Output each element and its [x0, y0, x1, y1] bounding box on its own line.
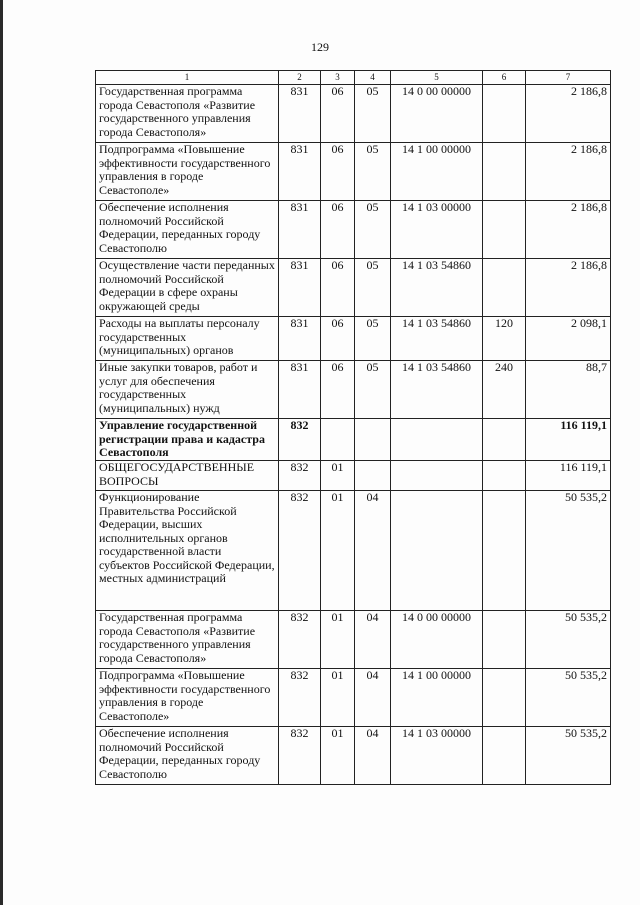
cell-amount: 88,7	[526, 361, 611, 419]
cell-code-5	[391, 491, 483, 611]
table-header-row	[96, 71, 611, 85]
cell-code-5: 14 0 00 00000	[391, 85, 483, 143]
cell-code-6	[483, 201, 526, 259]
cell-code-3: 06	[321, 317, 355, 361]
table-row	[96, 669, 611, 727]
cell-code-4: 05	[355, 201, 391, 259]
header-cell-1: 1	[96, 71, 279, 85]
header-cell-3: 3	[321, 71, 355, 85]
cell-item-name: Управление государственной регистрации права и кадастра Севастополя	[96, 419, 279, 461]
cell-code-6	[483, 727, 526, 785]
cell-code-4: 04	[355, 611, 391, 669]
cell-code-4: 05	[355, 143, 391, 201]
cell-code-2: 832	[279, 461, 321, 491]
cell-code-6	[483, 461, 526, 491]
table-row	[96, 419, 611, 461]
header-cell-2: 2	[279, 71, 321, 85]
cell-amount: 2 186,8	[526, 201, 611, 259]
cell-amount: 50 535,2	[526, 727, 611, 785]
table-row	[96, 85, 611, 143]
cell-code-2: 831	[279, 317, 321, 361]
table-row	[96, 491, 611, 611]
cell-code-6	[483, 143, 526, 201]
page-number: 129	[311, 40, 329, 54]
cell-amount: 116 119,1	[526, 461, 611, 491]
table-row	[96, 361, 611, 419]
cell-code-4: 05	[355, 85, 391, 143]
cell-code-5: 14 1 03 54860	[391, 317, 483, 361]
cell-item-name: Осуществление части переданных полномочий Российской Федерации в сфере охраны окружающей среды	[96, 259, 279, 317]
table-row	[96, 143, 611, 201]
cell-code-6: 240	[483, 361, 526, 419]
cell-code-2: 832	[279, 491, 321, 611]
table-row	[96, 727, 611, 785]
cell-amount: 50 535,2	[526, 669, 611, 727]
cell-code-2: 831	[279, 85, 321, 143]
cell-amount: 116 119,1	[526, 419, 611, 461]
cell-code-4	[355, 461, 391, 491]
table-row	[96, 611, 611, 669]
cell-code-4	[355, 419, 391, 461]
cell-code-3: 06	[321, 201, 355, 259]
header-cell-4: 4	[355, 71, 391, 85]
cell-code-3: 06	[321, 361, 355, 419]
cell-code-6	[483, 611, 526, 669]
cell-code-3: 06	[321, 85, 355, 143]
cell-code-6	[483, 85, 526, 143]
cell-code-3: 01	[321, 727, 355, 785]
table-row	[96, 201, 611, 259]
cell-item-name: Государственная программа города Севастополя «Развитие государственного управления города Севастополя»	[96, 611, 279, 669]
cell-amount: 2 186,8	[526, 85, 611, 143]
cell-amount: 50 535,2	[526, 611, 611, 669]
cell-code-2: 832	[279, 727, 321, 785]
cell-item-name: Государственная программа города Севастополя «Развитие государственного управления города Севастополя»	[96, 85, 279, 143]
cell-code-2: 831	[279, 259, 321, 317]
cell-amount: 50 535,2	[526, 491, 611, 611]
cell-code-5: 14 1 03 54860	[391, 259, 483, 317]
cell-code-2: 831	[279, 143, 321, 201]
cell-code-4: 05	[355, 317, 391, 361]
cell-code-2: 832	[279, 611, 321, 669]
header-cell-6: 6	[483, 71, 526, 85]
cell-item-name: ОБЩЕГОСУДАРСТВЕННЫЕ ВОПРОСЫ	[96, 461, 279, 491]
cell-code-2: 832	[279, 669, 321, 727]
cell-code-5: 14 1 03 00000	[391, 201, 483, 259]
cell-code-3: 01	[321, 491, 355, 611]
page-edge-shadow	[0, 0, 3, 905]
cell-amount: 2 186,8	[526, 143, 611, 201]
cell-item-name: Подпрограмма «Повышение эффективности государственного управления в городе Севастополе»	[96, 143, 279, 201]
header-cell-7: 7	[526, 71, 611, 85]
cell-code-2: 831	[279, 201, 321, 259]
cell-code-4: 04	[355, 727, 391, 785]
cell-code-5	[391, 419, 483, 461]
cell-code-6	[483, 669, 526, 727]
cell-code-6	[483, 259, 526, 317]
table-row	[96, 317, 611, 361]
table-body	[96, 71, 611, 785]
table-row	[96, 461, 611, 491]
header-cell-5: 5	[391, 71, 483, 85]
table-row	[96, 259, 611, 317]
cell-code-5	[391, 461, 483, 491]
cell-item-name: Функционирование Правительства Российской Федерации, высших исполнительных органов государственной власти субъектов Российской Федерации, местных администраций	[96, 491, 279, 611]
cell-code-4: 05	[355, 259, 391, 317]
cell-code-3	[321, 419, 355, 461]
cell-code-4: 05	[355, 361, 391, 419]
cell-code-3: 01	[321, 669, 355, 727]
cell-code-5: 14 1 00 00000	[391, 669, 483, 727]
cell-amount: 2 098,1	[526, 317, 611, 361]
cell-item-name: Обеспечение исполнения полномочий Российской Федерации, переданных городу Севастополю	[96, 727, 279, 785]
cell-code-5: 14 1 00 00000	[391, 143, 483, 201]
cell-code-3: 01	[321, 611, 355, 669]
cell-item-name: Обеспечение исполнения полномочий Российской Федерации, переданных городу Севастополю	[96, 201, 279, 259]
cell-code-3: 06	[321, 259, 355, 317]
cell-code-6: 120	[483, 317, 526, 361]
cell-code-5: 14 0 00 00000	[391, 611, 483, 669]
budget-table	[95, 70, 611, 785]
cell-code-2: 832	[279, 419, 321, 461]
cell-code-4: 04	[355, 491, 391, 611]
cell-code-3: 01	[321, 461, 355, 491]
cell-amount: 2 186,8	[526, 259, 611, 317]
cell-code-5: 14 1 03 54860	[391, 361, 483, 419]
cell-code-2: 831	[279, 361, 321, 419]
cell-code-4: 04	[355, 669, 391, 727]
cell-item-name: Расходы на выплаты персоналу государственных (муниципальных) органов	[96, 317, 279, 361]
cell-code-6	[483, 419, 526, 461]
cell-code-5: 14 1 03 00000	[391, 727, 483, 785]
cell-code-6	[483, 491, 526, 611]
cell-item-name: Подпрограмма «Повышение эффективности государственного управления в городе Севастополе»	[96, 669, 279, 727]
cell-code-3: 06	[321, 143, 355, 201]
cell-item-name: Иные закупки товаров, работ и услуг для обеспечения государственных (муниципальных) нужд	[96, 361, 279, 419]
